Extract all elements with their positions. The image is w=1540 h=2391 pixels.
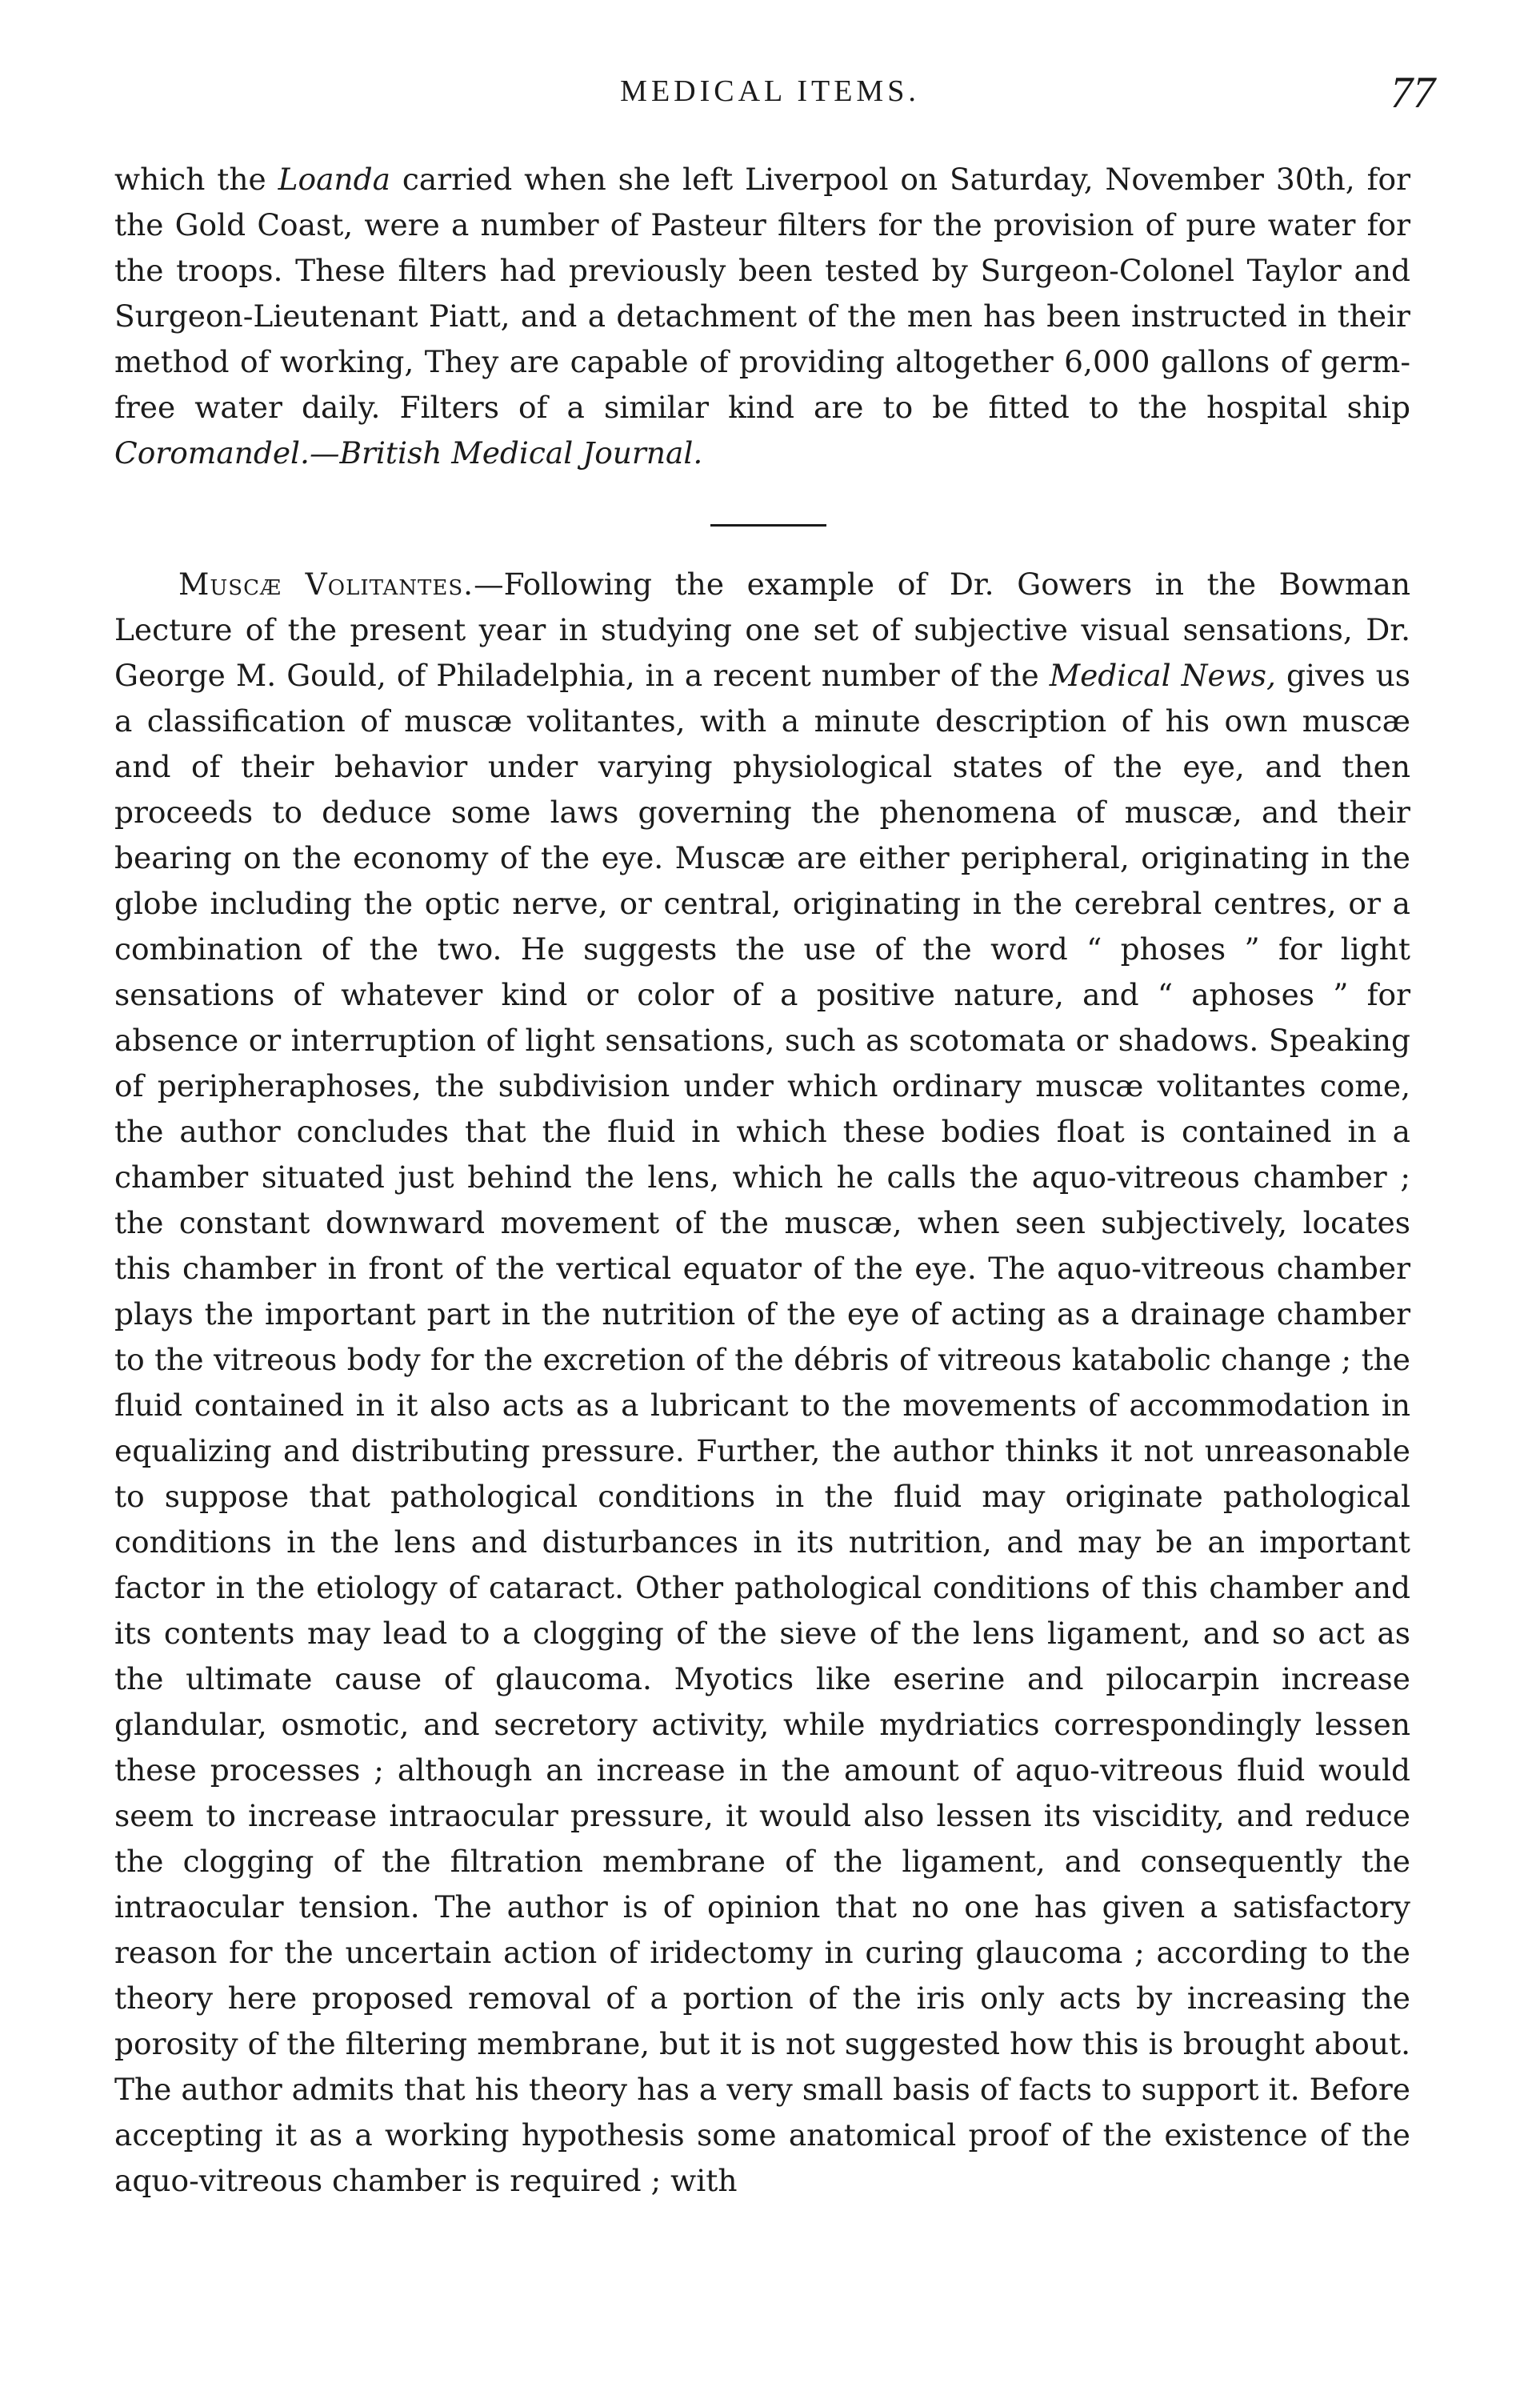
page-number: 77: [1390, 68, 1435, 118]
para1-text-a: which the: [114, 162, 278, 197]
journal-name: Medical News,: [1049, 658, 1276, 693]
paragraph-muscae-volitantes: [114, 562, 1410, 2204]
running-head: MEDICAL ITEMS.: [620, 74, 920, 108]
ship-name: Loanda: [278, 162, 390, 197]
para1-text-b: carried when she left Liverpool on Saturday, November 30th, for the Gold Coast, were a number of Pasteur filters for the provision of pure water for the troops. These filters had previously been tested by Surgeon-Colonel Taylor and Surgeon-Lieutenant Piatt, and a detachment of the men has been instructed in their method of working, They are capable of providing altogether 6,000 gallons of germ-free water daily. Filters of a similar kind are to be fitted to the hospital ship: [114, 162, 1411, 425]
source-citation: Coromandel.—British Medical Journal.: [114, 435, 703, 471]
section-heading: Muscæ Volitantes.: [178, 567, 474, 602]
para2-text-a: —Following the example of Dr. Gowers in the Bowman Lecture of the present year in studying one set of subjective visual sensations, Dr. George M. Gould, of Philadelphia, in a recent number of the: [114, 567, 1410, 693]
paragraph-pasteur-filters: [114, 157, 1410, 476]
section-divider: [710, 524, 826, 527]
para2-text-b: gives us a classification of muscæ volitantes, with a minute description of his own muscæ and of their behavior under varying physiological states of the eye, and then proceeds to deduce some laws governing the phenomena of muscæ, and their bearing on the economy of the eye. Muscæ are either peripheral, originating in the globe including the optic nerve, or central, originating in the cerebral centres, or a combination of the two. He suggests the use of the word “ phoses ” for light sensations of whatever kind or color of a positive nature, and “ aphoses ” for absence or interruption of light sensations, such as scotomata or shadows. Speaking of peripheraphoses, the subdivision under which ordinary muscæ volitantes come, the author concludes that the fluid in which these bodies float is contained in a chamber situated just behind the lens, which he calls the aquo-vitreous chamber ; the constant downward movement of the muscæ, when seen subjectively, locates this chamber in front of the vertical equator of the eye. The aquo-vitreous chamber plays the important part in the nutrition of the eye of acting as a drainage chamber to the vitreous body for the excretion of the débris of vitreous katabolic change ; the fluid contained in it also acts as a lubricant to the movements of accommodation in equalizing and distributing pressure. Further, the author thinks it not unreasonable to suppose that pathological conditions in the fluid may originate pathological conditions in the lens and disturbances in its nutrition, and may be an important factor in the etiology of cataract. Other pathological conditions of this chamber and its contents may lead to a clogging of the sieve of the lens ligament, and so act as the ultimate cause of glaucoma. Myotics like eserine and pilocarpin increase glandular, osmotic, and secretory activity, while mydriatics correspondingly lessen these processes ; although an increase in the amount of aquo-vitreous fluid would seem to increase intraocular pressure, it would also lessen its viscidity, and reduce the clogging of the filtration membrane of the ligament, and consequently the intraocular tension. The author is of opinion that no one has given a satisfactory reason for the uncertain action of iridectomy in curing glaucoma ; according to the theory here proposed removal of a portion of the iris only acts by increasing the porosity of the filtering membrane, but it is not suggested how this is brought about. The author admits that his theory has a very small basis of facts to support it. Before accepting it as a working hypothesis some anatomical proof of the existence of the aquo-vitreous chamber is required ; with: [114, 658, 1410, 2198]
page-header: [0, 68, 1540, 138]
